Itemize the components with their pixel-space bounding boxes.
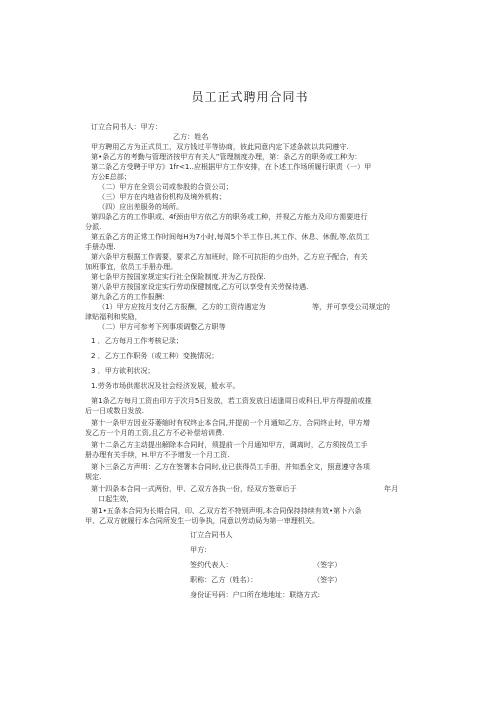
contract-line: 2 ．乙方工作职务（或工种）变换情况； — [91, 351, 219, 360]
contract-line: 方公E总部； — [91, 171, 131, 181]
contract-line: 分派. — [85, 221, 102, 231]
contract-line: 第二条乙方受聘于甲方》1fr<1..应根据甲方工作安排，在卜述工作场所履行职责（一）甲 — [91, 161, 372, 171]
contract-line: 后一日或数日发放. — [85, 406, 145, 415]
contract-line: 规定. — [85, 472, 102, 481]
signature-heading: 订立合同书人 — [190, 530, 233, 539]
contract-line: 第五条乙方的正常工作时间每H为7小时,每周5个半工作日,其工作、休息、休假,等,依员工 — [91, 231, 370, 241]
contract-line: （二）甲方在全资公司或参股的合资公司； — [98, 181, 233, 191]
contract-line: 3 ．甲方欲利状况； — [91, 366, 155, 375]
contract-line: 1.劳务市场供需状况及社会经济发展，般水平。 — [91, 381, 240, 390]
contract-line: 第九条乙方的工作报酬： — [91, 291, 170, 301]
signature-id-line: 身份证号码：户口所在地地址：联络方式: — [190, 590, 321, 599]
contract-line: 第十二条乙方主动提出解除本合同时，须提前一个月通知甲方，调离时，乙方须按员工手 — [91, 440, 368, 449]
contract-line: 第七条甲方按国家规定实行社仝保险制度.并为乙方投保. — [91, 271, 266, 281]
contract-line: 津贴福利和奖励， — [85, 311, 142, 321]
signature-party-a: 甲方: — [190, 545, 207, 554]
contract-line: 第八条甲方按国家设定实行劳动保健制度,乙方可以享受有关劳保待遇. — [91, 281, 309, 291]
signature-representative: 签约代表人： — [190, 560, 233, 569]
contract-line: （四）应出差服务的场所。 — [98, 201, 184, 211]
contract-line: 甲、乙双方就履行本合同所发生一切争执，同意以劳动局为第一审理机关。 — [85, 516, 320, 525]
contract-line: （二）甲方可参考下列事项调整乙方职等 — [98, 321, 226, 331]
contract-line: 加班事宜，依员工手册办理。 — [85, 261, 178, 271]
contract-line: 第十一条甲方因业芬萎缩时有权终止本合同,并提前一个月通知乙方，合同终止时，甲方增 — [91, 418, 370, 427]
contract-line: 第1•五条本合同为长期合同，印、乙双方若不特别声明,本合同保持持续有效•第卜六条 — [91, 506, 362, 515]
contract-line: 第1条乙方每月工资由印方于次月5日发放，若工资发放日适逢周日或科日,甲方得提前或推 — [91, 396, 372, 405]
signature-title: 职称：乙方（姓名）： — [190, 575, 258, 584]
contract-line: 第卜三条乙方声明：乙方在签署本合同时,业已获得员工手册，并知悉全文，照意遵守各项 — [91, 462, 370, 471]
contract-line: 发乙方一个月的工资,且乙方不必补偿培训费. — [85, 428, 225, 437]
contract-line: 第六条甲方根据工作需要，要求乙方加班时，除不可抗拒的少由外，乙方应予配合，有关 — [91, 251, 368, 261]
document-title: 员工正式聘用合同书 — [191, 90, 309, 104]
contract-line: 第十四条本合同一式两份，甲、乙双方各执一份，经双方签章后于 — [91, 484, 297, 493]
contract-line: （1）甲方应按月支付乙方报酬，乙方的工资待遇定为 — [98, 301, 266, 311]
contract-line: 册办理有关手续，H.甲方不予增发一个月工资. — [85, 450, 230, 459]
contract-line: 乙方：姓名 — [173, 131, 209, 141]
contract-line: 手册办理. — [85, 241, 116, 251]
contract-line: 1 ．乙方每月工作考核记录； — [91, 336, 183, 345]
signature-rep-sign: （签字） — [313, 560, 342, 569]
contract-line: 甲方聘用乙方为正式员工，双方钱过平等协商，彼此同意内定下述条款以共同遵守. — [91, 141, 349, 151]
contract-line: 订立合同书人：甲方： — [91, 122, 162, 131]
contract-line: 第•条乙方的考勤与管理济按甲方有关人”管理制度办理，第：条乙方的职务或工种为： — [91, 151, 362, 161]
contract-line: 第四条乙方的工作职或、4f颈由甲方依乙方的职务或工种，并视乙方能力及印方需要进行 — [91, 211, 368, 221]
contract-line: 年月 — [384, 484, 399, 493]
signature-b-sign: （签字） — [313, 575, 342, 584]
contract-line: 口起生效， — [98, 494, 134, 503]
contract-line: （三）甲方在内地省份机构及境外机构； — [98, 191, 226, 201]
contract-line: 等，并可享受公司规定的 — [312, 301, 391, 311]
